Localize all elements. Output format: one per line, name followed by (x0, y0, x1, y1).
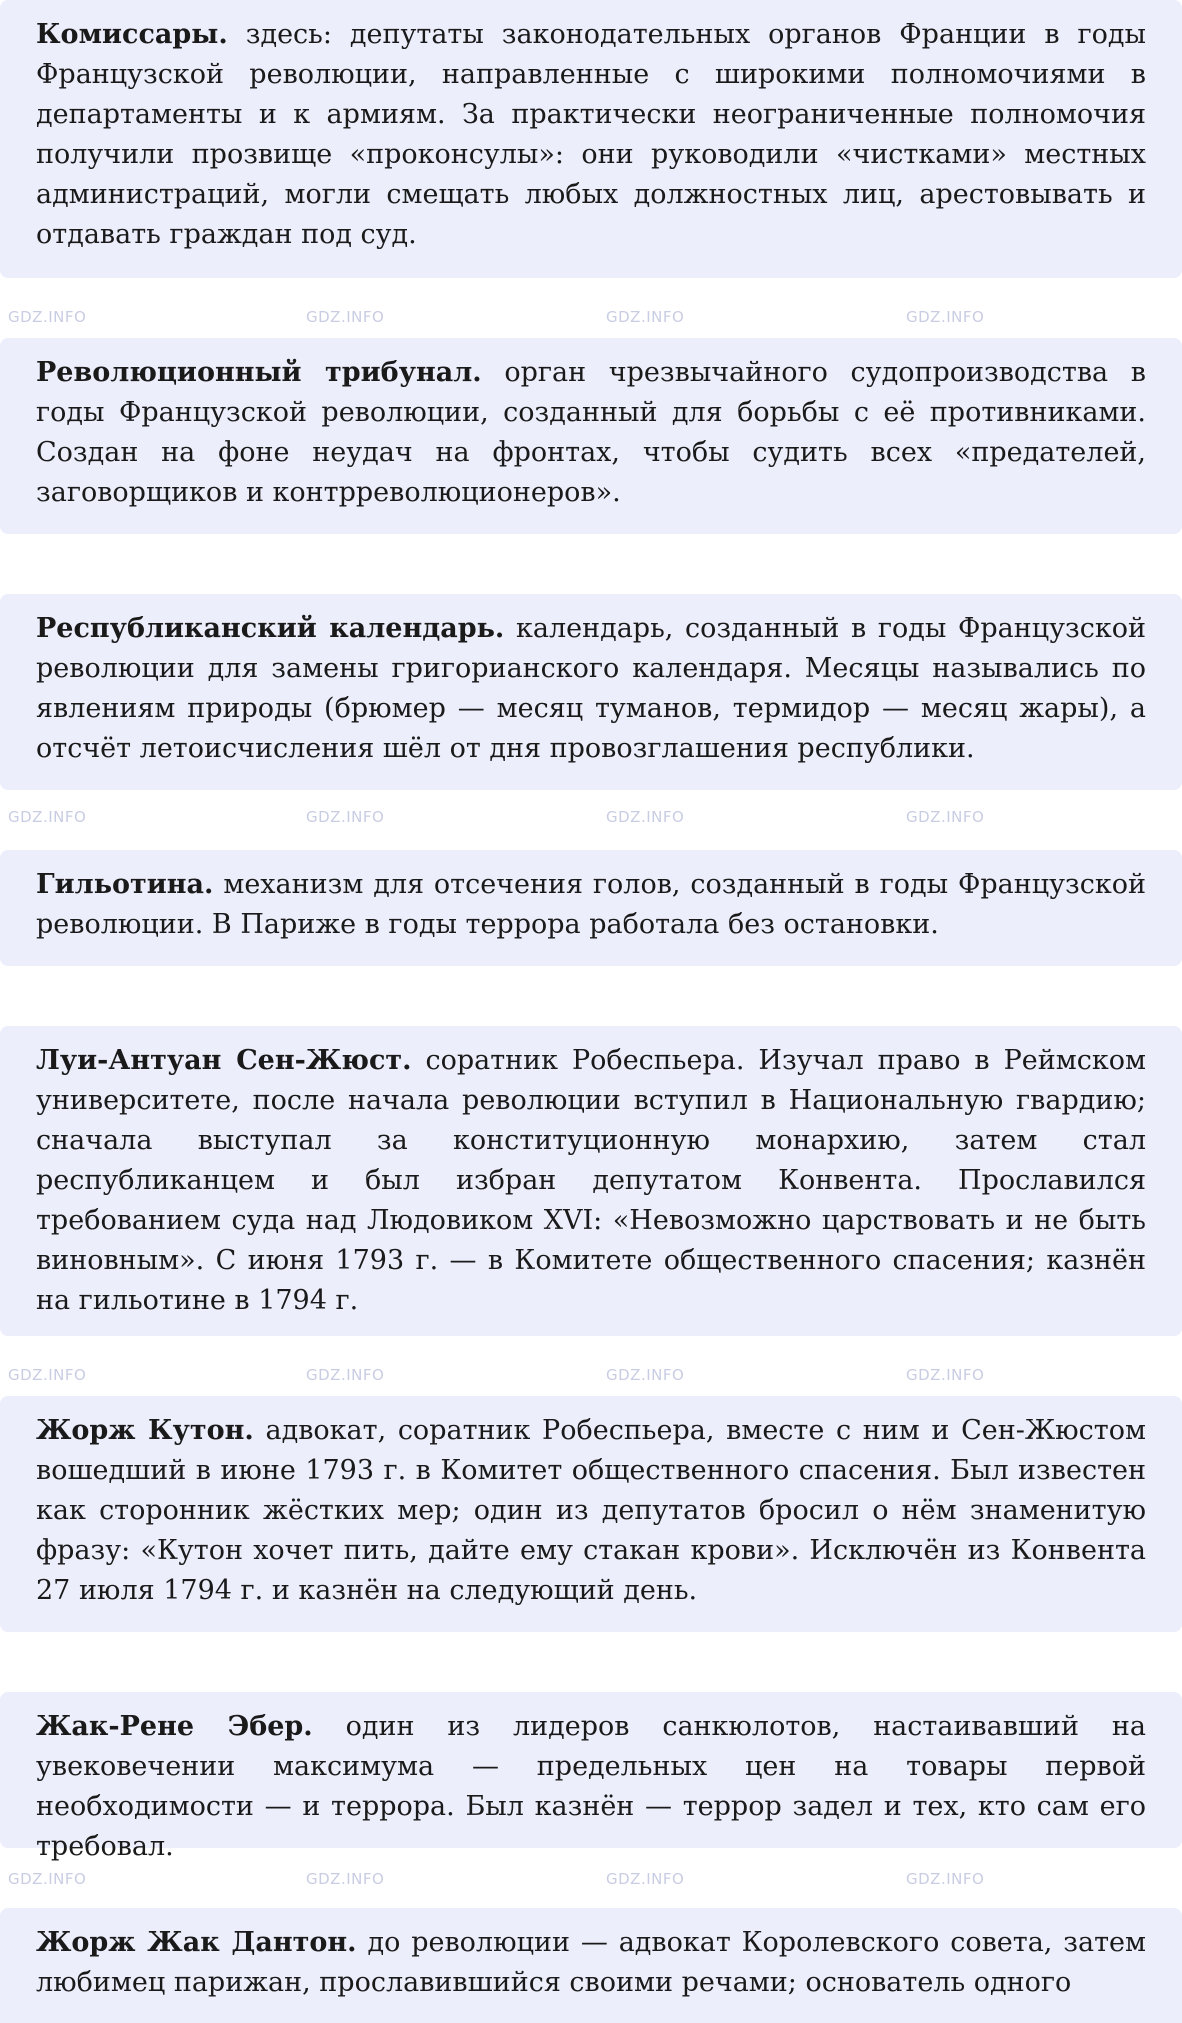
entry-hebert (0, 1692, 1182, 1862)
entry-text: один из лидеров санкюлотов, настаивавший на увековечении максимума — предельных цен на товары первой необходимости — и террора. Был казнён — террор задел и тех, кто сам его требовал. (36, 1711, 1147, 1862)
watermark: GDZ.INFO (306, 808, 385, 826)
watermark: GDZ.INFO (906, 808, 985, 826)
entry-text: соратник Робеспьера. Изучал право в Реймском университете, после начала революции вступил в Национальную гвардию; сначала выступал за конституционную монархию, затем стал республиканцем и был избран депутатом Конвента. Прославился требованием суда над Людовиком XVI: «Невозможно царствовать и не быть виновным». С июня 1793 г. — в Комитете общественного спасения; казнён на гильотине в 1794 г. (36, 1045, 1146, 1316)
entry-term: Комиссары. (36, 19, 228, 50)
watermark: GDZ.INFO (906, 308, 985, 326)
entry-text: адвокат, соратник Робеспьера, вместе с ним и Сен-Жюстом вошедший в июне 1793 г. в Комитет общественного спасения. Был известен как сторонник жёстких мер; один из депутатов бросил о нём знаменитую фразу: «Кутон хочет пить, дайте ему стакан крови». Исключён из Конвента 27 июля 1794 г. и казнён на следующий день. (36, 1415, 1146, 1606)
entry-term: Жорж Жак Дантон. (36, 1927, 357, 1958)
entry-term: Республиканский календарь. (36, 613, 505, 644)
entry-guillotine (0, 850, 1182, 966)
entry-republican-calendar (0, 594, 1182, 790)
watermark: GDZ.INFO (8, 808, 87, 826)
entry-danton (0, 1908, 1182, 2023)
entry-term: Жорж Кутон. (36, 1415, 254, 1446)
watermark: GDZ.INFO (8, 308, 87, 326)
entry-text: здесь: депутаты законодательных органов Франции в годы Французской революции, направленные с широкими полномочиями в департаменты и к армиям. За практически неограниченные полномочия получили прозвище «проконсулы»: они руководили «чистками» местных администраций, могли смещать любых должностных лиц, арестовывать и отдавать граждан под суд. (36, 19, 1146, 250)
watermark: GDZ.INFO (306, 1870, 385, 1888)
entry-term: Луи-Антуан Сен-Жюст. (36, 1045, 412, 1076)
entry-text: механизм для отсечения голов, созданный в годы Французской революции. В Париже в годы террора работала без остановки. (36, 869, 1146, 940)
entry-text: орган чрезвычайного судопроизводства в годы Французской революции, созданный для борьбы с её противниками. Создан на фоне неудач на фронтах, чтобы судить всех «предателей, заговорщиков и контрреволюционеров». (36, 357, 1147, 508)
entry-text: до революции — адвокат Королевского совета, затем любимец парижан, прославившийся своими речами; основатель одного (36, 1927, 1147, 1998)
watermark: GDZ.INFO (906, 1870, 985, 1888)
watermark: GDZ.INFO (906, 1366, 985, 1384)
entry-term: Гильотина. (36, 869, 214, 900)
entry-couthon (0, 1396, 1182, 1632)
watermark: GDZ.INFO (606, 1870, 685, 1888)
entry-term: Революционный трибунал. (36, 357, 482, 388)
entry-saint-just (0, 1026, 1182, 1336)
entry-commissars (0, 0, 1182, 278)
entry-term: Жак-Рене Эбер. (36, 1711, 313, 1742)
entry-revolutionary-tribunal (0, 338, 1182, 534)
watermark: GDZ.INFO (606, 308, 685, 326)
watermark: GDZ.INFO (306, 308, 385, 326)
watermark: GDZ.INFO (8, 1366, 87, 1384)
entry-text: календарь, созданный в годы Французской революции для замены григорианского календаря. Месяцы назывались по явлениям природы (брюмер — месяц туманов, термидор — месяц жары), а отсчёт летоисчисления шёл от дня провозглашения республики. (36, 613, 1146, 764)
watermark: GDZ.INFO (606, 1366, 685, 1384)
watermark: GDZ.INFO (8, 1870, 87, 1888)
watermark: GDZ.INFO (306, 1366, 385, 1384)
watermark: GDZ.INFO (606, 808, 685, 826)
